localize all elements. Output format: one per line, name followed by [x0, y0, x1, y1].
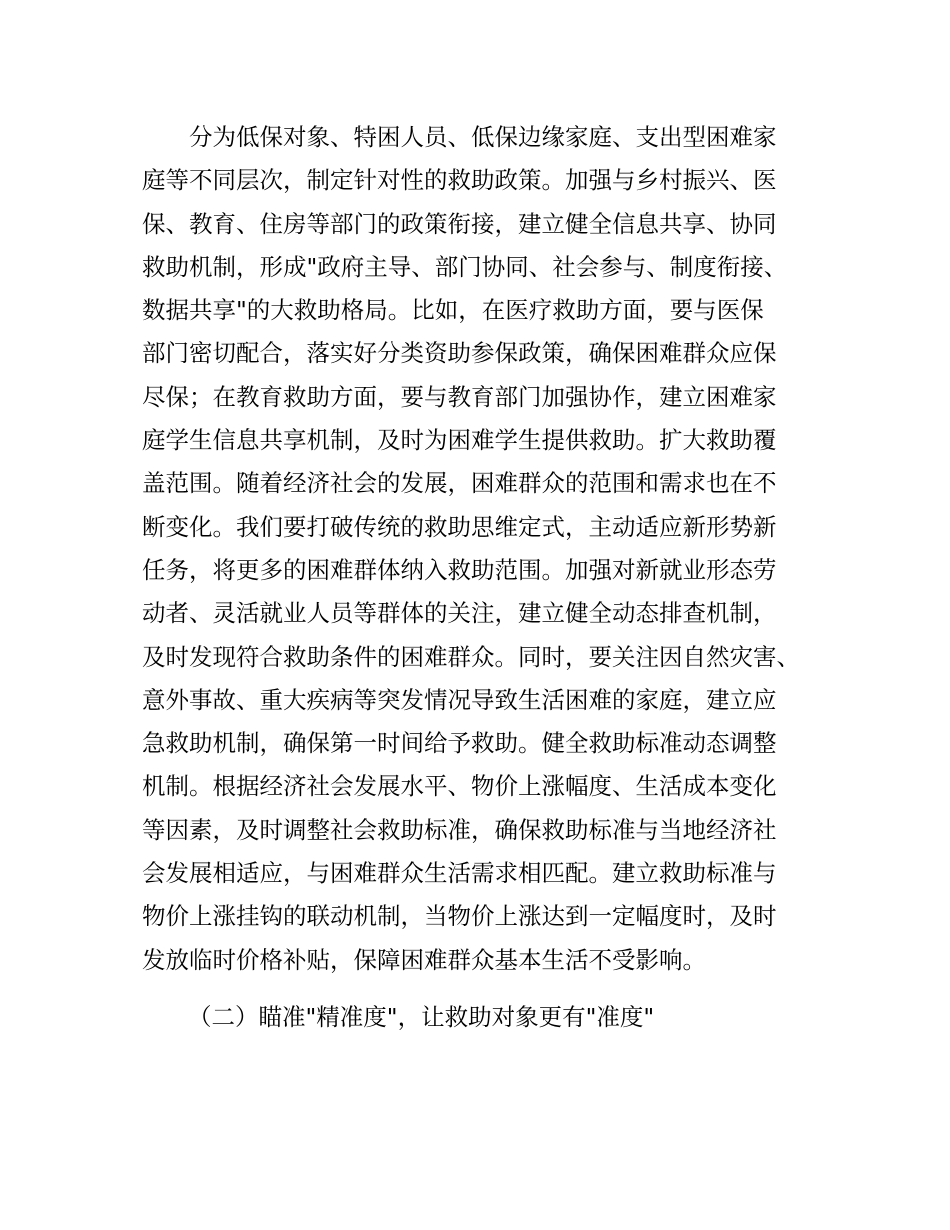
paragraph-line-6: 部门密切配合，落实好分类资助参保政策，确保困难群众应保 [142, 339, 777, 368]
section-heading: （二）瞄准"精准度"，让救助对象更有"准度" [188, 1003, 655, 1031]
paragraph-line-5: 数据共享"的大救助格局。比如，在医疗救助方面，要与医保 [142, 296, 764, 325]
paragraph-line-12: 动者、灵活就业人员等群体的关注，建立健全动态排查机制， [142, 599, 777, 628]
paragraph-line-19: 物价上涨挂钩的联动机制，当物价上涨达到一定幅度时，及时 [142, 902, 777, 931]
paragraph-line-17: 等因素，及时调整社会救助标准，确保救助标准与当地经济社 [142, 815, 777, 844]
paragraph-line-10: 断变化。我们要打破传统的救助思维定式，主动适应新形势新 [142, 512, 777, 541]
body-paragraph [142, 116, 842, 982]
paragraph-line-7: 尽保；在教育救助方面，要与教育部门加强协作，建立困难家 [142, 382, 777, 411]
paragraph-line-14: 意外事故、重大疾病等突发情况导致生活困难的家庭，建立应 [142, 685, 777, 714]
paragraph-line-16: 机制。根据经济社会发展水平、物价上涨幅度、生活成本变化 [142, 772, 777, 801]
paragraph-line-18: 会发展相适应，与困难群众生活需求相匹配。建立救助标准与 [142, 859, 777, 888]
paragraph-line-4: 救助机制，形成"政府主导、部门协同、社会参与、制度衔接、 [142, 252, 788, 281]
paragraph-line-3: 保、教育、住房等部门的政策衔接，建立健全信息共享、协同 [142, 209, 777, 238]
paragraph-line-1: 分为低保对象、特困人员、低保边缘家庭、支出型困难家 [142, 123, 777, 151]
paragraph-line-11: 任务，将更多的困难群体纳入救助范围。加强对新就业形态劳 [142, 555, 777, 584]
paragraph-line-2: 庭等不同层次，制定针对性的救助政策。加强与乡村振兴、医 [142, 166, 777, 195]
paragraph-line-15: 急救助机制，确保第一时间给予救助。健全救助标准动态调整 [142, 729, 777, 758]
paragraph-line-20: 发放临时价格补贴，保障困难群众基本生活不受影响。 [142, 945, 706, 974]
paragraph-line-9: 盖范围。随着经济社会的发展，困难群众的范围和需求也在不 [142, 469, 777, 498]
paragraph-line-8: 庭学生信息共享机制，及时为困难学生提供救助。扩大救助覆 [142, 426, 777, 455]
paragraph-line-13: 及时发现符合救助条件的困难群众。同时，要关注因自然灾害、 [142, 642, 800, 671]
